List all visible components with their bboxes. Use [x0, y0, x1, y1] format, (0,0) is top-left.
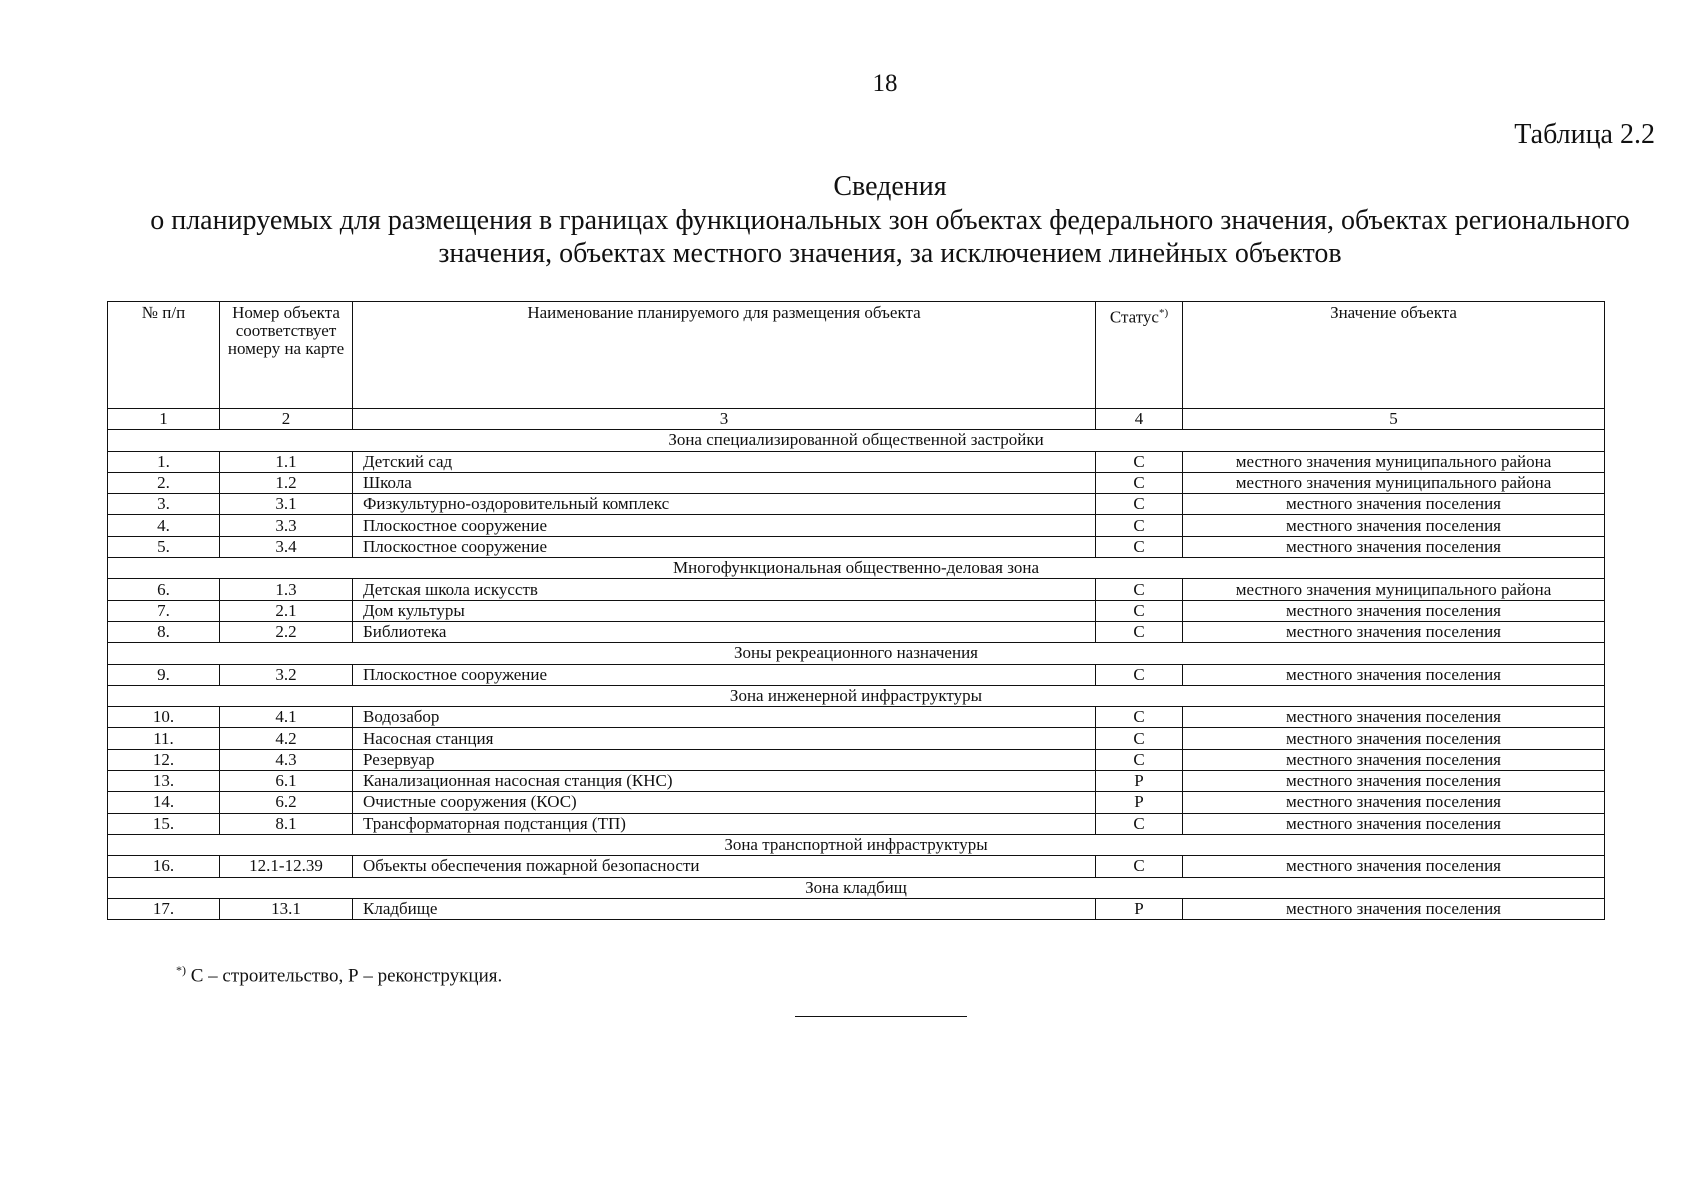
cell-num: 9.	[108, 664, 220, 685]
table-row	[108, 792, 1605, 813]
table-row	[108, 707, 1605, 728]
cell-significance: местного значения поселения	[1183, 728, 1605, 749]
cell-map-number: 1.2	[220, 472, 353, 493]
table-row	[108, 515, 1605, 536]
cell-significance: местного значения поселения	[1183, 600, 1605, 621]
cell-num: 15.	[108, 813, 220, 834]
cell-map-number: 2.2	[220, 621, 353, 642]
cell-num: 11.	[108, 728, 220, 749]
cell-name: Школа	[353, 472, 1096, 493]
cell-name: Объекты обеспечения пожарной безопасности	[353, 856, 1096, 877]
column-number: 4	[1096, 409, 1183, 430]
cell-name: Дом культуры	[353, 600, 1096, 621]
cell-status: С	[1096, 856, 1183, 877]
cell-name: Резервуар	[353, 749, 1096, 770]
table-row	[108, 494, 1605, 515]
cell-num: 13.	[108, 771, 220, 792]
zone-row	[108, 558, 1605, 579]
cell-status: С	[1096, 494, 1183, 515]
header-significance: Значение объекта	[1183, 302, 1605, 409]
table-row	[108, 856, 1605, 877]
cell-map-number: 6.1	[220, 771, 353, 792]
cell-num: 8.	[108, 621, 220, 642]
cell-num: 5.	[108, 536, 220, 557]
cell-status: Р	[1096, 771, 1183, 792]
cell-status: С	[1096, 579, 1183, 600]
zone-name: Зона специализированной общественной застройки	[108, 430, 1605, 451]
cell-status: С	[1096, 664, 1183, 685]
table-row	[108, 728, 1605, 749]
cell-significance: местного значения поселения	[1183, 515, 1605, 536]
end-divider	[795, 1016, 967, 1017]
table-row	[108, 451, 1605, 472]
table-row	[108, 771, 1605, 792]
zone-row	[108, 834, 1605, 855]
column-number: 1	[108, 409, 220, 430]
cell-map-number: 1.3	[220, 579, 353, 600]
table-row	[108, 813, 1605, 834]
cell-name: Насосная станция	[353, 728, 1096, 749]
document-subtitle: о планируемых для размещения в границах функциональных зон объектах федерального значения, объектах регионального значения, объектах местного значения, за исключением линейных объектов	[150, 205, 1630, 269]
document-title: Сведения	[833, 171, 947, 202]
cell-status: Р	[1096, 898, 1183, 919]
cell-map-number: 3.4	[220, 536, 353, 557]
cell-significance: местного значения поселения	[1183, 792, 1605, 813]
zone-name: Зоны рекреационного назначения	[108, 643, 1605, 664]
zone-row	[108, 685, 1605, 706]
cell-status: С	[1096, 515, 1183, 536]
header-num: № п/п	[108, 302, 220, 409]
cell-status: С	[1096, 707, 1183, 728]
cell-map-number: 3.3	[220, 515, 353, 536]
cell-map-number: 4.2	[220, 728, 353, 749]
cell-num: 10.	[108, 707, 220, 728]
cell-num: 4.	[108, 515, 220, 536]
cell-name: Очистные сооружения (КОС)	[353, 792, 1096, 813]
cell-name: Плоскостное сооружение	[353, 536, 1096, 557]
header-map-number: Номер объекта соответствует номеру на карте	[220, 302, 353, 409]
cell-map-number: 8.1	[220, 813, 353, 834]
cell-significance: местного значения поселения	[1183, 621, 1605, 642]
header-status-label: Статус	[1109, 307, 1159, 327]
cell-significance: местного значения поселения	[1183, 707, 1605, 728]
cell-name: Плоскостное сооружение	[353, 664, 1096, 685]
cell-num: 7.	[108, 600, 220, 621]
column-numbers-row	[108, 409, 1605, 430]
cell-significance: местного значения поселения	[1183, 898, 1605, 919]
page-number: 18	[872, 70, 898, 97]
table-row	[108, 898, 1605, 919]
cell-num: 1.	[108, 451, 220, 472]
cell-map-number: 12.1-12.39	[220, 856, 353, 877]
zone-row	[108, 877, 1605, 898]
cell-name: Детский сад	[353, 451, 1096, 472]
column-number: 2	[220, 409, 353, 430]
column-number: 5	[1183, 409, 1605, 430]
cell-significance: местного значения поселения	[1183, 856, 1605, 877]
cell-map-number: 13.1	[220, 898, 353, 919]
table-row	[108, 600, 1605, 621]
cell-name: Детская школа искусств	[353, 579, 1096, 600]
cell-map-number: 1.1	[220, 451, 353, 472]
table-row	[108, 664, 1605, 685]
table-row	[108, 472, 1605, 493]
zone-name: Многофункциональная общественно-деловая зона	[108, 558, 1605, 579]
header-status	[1096, 302, 1183, 409]
footnote	[176, 963, 502, 987]
table-row	[108, 749, 1605, 770]
footnote-mark: *)	[176, 963, 186, 977]
cell-significance: местного значения поселения	[1183, 494, 1605, 515]
cell-map-number: 4.3	[220, 749, 353, 770]
table-number: Таблица 2.2	[1514, 119, 1655, 150]
zone-name: Зона транспортной инфраструктуры	[108, 834, 1605, 855]
cell-name: Плоскостное сооружение	[353, 515, 1096, 536]
cell-num: 12.	[108, 749, 220, 770]
cell-significance: местного значения поселения	[1183, 771, 1605, 792]
cell-significance: местного значения поселения	[1183, 536, 1605, 557]
cell-map-number: 3.2	[220, 664, 353, 685]
cell-name: Физкультурно-оздоровительный комплекс	[353, 494, 1096, 515]
cell-status: С	[1096, 728, 1183, 749]
cell-name: Водозабор	[353, 707, 1096, 728]
cell-map-number: 4.1	[220, 707, 353, 728]
column-number: 3	[353, 409, 1096, 430]
zone-row	[108, 643, 1605, 664]
table-row	[108, 621, 1605, 642]
cell-num: 6.	[108, 579, 220, 600]
cell-num: 3.	[108, 494, 220, 515]
cell-map-number: 3.1	[220, 494, 353, 515]
header-status-mark: *)	[1158, 307, 1169, 319]
cell-num: 2.	[108, 472, 220, 493]
cell-name: Трансформаторная подстанция (ТП)	[353, 813, 1096, 834]
cell-significance: местного значения муниципального района	[1183, 472, 1605, 493]
cell-num: 16.	[108, 856, 220, 877]
zone-name: Зона инженерной инфраструктуры	[108, 685, 1605, 706]
cell-status: С	[1096, 451, 1183, 472]
table-header-row	[108, 302, 1605, 409]
table-row	[108, 536, 1605, 557]
cell-num: 17.	[108, 898, 220, 919]
cell-name: Библиотека	[353, 621, 1096, 642]
cell-status: С	[1096, 813, 1183, 834]
cell-status: С	[1096, 749, 1183, 770]
zone-name: Зона кладбищ	[108, 877, 1605, 898]
cell-status: С	[1096, 600, 1183, 621]
cell-significance: местного значения поселения	[1183, 664, 1605, 685]
cell-significance: местного значения поселения	[1183, 749, 1605, 770]
zone-row	[108, 430, 1605, 451]
objects-table	[107, 301, 1605, 920]
cell-significance: местного значения муниципального района	[1183, 451, 1605, 472]
cell-status: С	[1096, 472, 1183, 493]
cell-significance: местного значения поселения	[1183, 813, 1605, 834]
cell-name: Кладбище	[353, 898, 1096, 919]
cell-name: Канализационная насосная станция (КНС)	[353, 771, 1096, 792]
cell-status: С	[1096, 621, 1183, 642]
table-row	[108, 579, 1605, 600]
cell-significance: местного значения муниципального района	[1183, 579, 1605, 600]
footnote-text: С – строительство, Р – реконструкция.	[186, 965, 503, 987]
cell-map-number: 2.1	[220, 600, 353, 621]
cell-status: С	[1096, 536, 1183, 557]
cell-status: Р	[1096, 792, 1183, 813]
cell-map-number: 6.2	[220, 792, 353, 813]
header-name: Наименование планируемого для размещения объекта	[353, 302, 1096, 409]
cell-num: 14.	[108, 792, 220, 813]
